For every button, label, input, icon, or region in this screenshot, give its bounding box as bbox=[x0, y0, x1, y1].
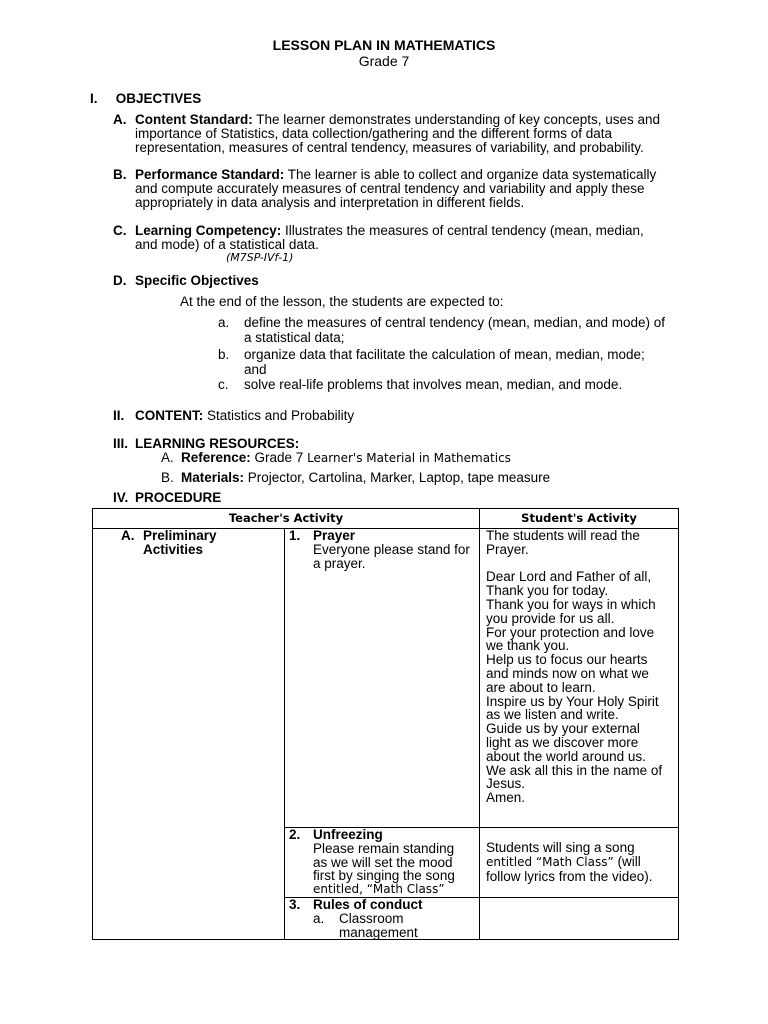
content-standard bbox=[113, 113, 660, 127]
section-number: III. bbox=[113, 436, 129, 451]
objective-item bbox=[218, 378, 622, 392]
row-label: A. bbox=[121, 528, 135, 543]
materials-item bbox=[161, 471, 550, 485]
teacher-text: as we will set the mood bbox=[313, 854, 453, 870]
item-label: D. bbox=[113, 273, 127, 288]
learning-competency bbox=[113, 224, 644, 238]
prayer-line: We ask all this in the name of bbox=[486, 762, 663, 778]
prayer-line: Thank you for today. bbox=[486, 583, 609, 599]
teacher-text: a prayer. bbox=[313, 555, 366, 571]
prayer-line: are about to learn. bbox=[486, 679, 596, 695]
performance-standard-line: and compute accurately measures of central tendency and variability and apply these bbox=[135, 181, 645, 196]
rules-student-cell bbox=[480, 898, 679, 940]
section-title: OBJECTIVES bbox=[115, 91, 202, 106]
student-text: (will bbox=[613, 853, 641, 869]
objective-label: b. bbox=[218, 347, 230, 362]
prayer-line: Help us to focus our hearts bbox=[486, 652, 648, 668]
teacher-text: first by singing the song bbox=[313, 868, 455, 884]
prayer-teacher-cell bbox=[285, 529, 480, 828]
item-text: Illustrates the measures of central tendency (mean, median, bbox=[281, 223, 644, 238]
prayer-line: Dear Lord and Father of all, bbox=[486, 569, 652, 585]
objective-item bbox=[218, 316, 665, 330]
objective-label: c. bbox=[218, 377, 229, 392]
row-title: Activities bbox=[143, 541, 204, 557]
performance-standard bbox=[113, 168, 656, 182]
objective-text: organize data that facilitate the calculation of mean, median, mode; bbox=[244, 347, 645, 362]
content-standard-line: importance of Statistics, data collection/gathering and the different forms of data bbox=[135, 126, 613, 141]
activity-title: Rules of conduct bbox=[313, 897, 423, 912]
student-text: Students will sing a song bbox=[486, 840, 635, 855]
item-label: B. bbox=[161, 470, 174, 485]
item-label: A. bbox=[161, 450, 174, 465]
prayer-line: light as we discover more bbox=[486, 734, 639, 750]
prayer-line: and minds now on what we bbox=[486, 665, 649, 681]
activity-title: Unfreezing bbox=[313, 827, 383, 842]
activity-title: Prayer bbox=[313, 528, 356, 543]
prayer-line: you provide for us all. bbox=[486, 610, 615, 626]
row-title: Preliminary bbox=[143, 528, 217, 543]
prayer-line: Thank you for ways in which bbox=[486, 596, 656, 612]
prayer-line: as we listen and write. bbox=[486, 707, 619, 723]
item-text: Grade 7 bbox=[250, 450, 308, 465]
reference-item bbox=[161, 451, 511, 465]
objective-text-line: and bbox=[244, 362, 267, 377]
prayer-student-cell bbox=[480, 529, 679, 828]
document-title: LESSON PLAN IN MATHEMATICS bbox=[272, 37, 496, 53]
table-row bbox=[93, 529, 679, 828]
item-title: Learning Competency: bbox=[135, 223, 282, 238]
prayer-line: For your protection and love bbox=[486, 624, 655, 640]
teacher-text: Everyone please stand for bbox=[313, 541, 470, 557]
unfreezing-student-cell bbox=[480, 828, 679, 898]
section-title: CONTENT: bbox=[135, 408, 204, 423]
prayer-line: Inspire us by Your Holy Spirit bbox=[486, 693, 659, 709]
activity-number: 1. bbox=[289, 528, 301, 543]
section-title: LEARNING RESOURCES: bbox=[135, 436, 300, 451]
prayer-line: Guide us by your external bbox=[486, 721, 640, 737]
sub-item-text: management bbox=[339, 924, 418, 940]
preliminary-activities-cell bbox=[93, 529, 285, 940]
item-text: Projector, Cartolina, Marker, Laptop, tape measure bbox=[244, 470, 551, 485]
activity-number: 3. bbox=[289, 897, 301, 912]
section-number: II. bbox=[113, 408, 125, 423]
section-title: PROCEDURE bbox=[135, 490, 222, 505]
prayer-line: Prayer. bbox=[486, 541, 529, 557]
item-text: Learner's Material in Mathematics bbox=[307, 451, 511, 465]
item-text: The learner demonstrates understanding of key concepts, uses and bbox=[252, 112, 660, 127]
document-subtitle: Grade 7 bbox=[358, 53, 410, 69]
objective-item bbox=[218, 348, 645, 362]
prayer-line: Jesus. bbox=[486, 776, 526, 792]
item-title: Reference: bbox=[181, 450, 251, 465]
student-text: follow lyrics from the video). bbox=[486, 868, 653, 884]
objective-text: solve real-life problems that involves mean, median, and mode. bbox=[244, 377, 623, 392]
teacher-text: Please remain standing bbox=[313, 840, 455, 856]
item-title: Performance Standard: bbox=[135, 167, 285, 182]
prayer-line: about the world around us. bbox=[486, 748, 646, 764]
section-resources-heading bbox=[113, 437, 299, 451]
item-label: A. bbox=[113, 112, 127, 127]
content-standard-line: representation, measures of central tendency, measures of variability, and probability. bbox=[135, 140, 644, 155]
prayer-line: we thank you. bbox=[486, 638, 570, 654]
student-text: entitled “Math Class” bbox=[486, 854, 614, 869]
item-title: Materials: bbox=[181, 470, 245, 485]
prayer-line bbox=[486, 557, 678, 571]
specific-objectives-heading bbox=[113, 274, 259, 288]
column-header-teacher: Teacher's Activity bbox=[93, 509, 480, 529]
objective-text: define the measures of central tendency (mean, median, and mode) of bbox=[244, 315, 665, 330]
prayer-line: Amen. bbox=[486, 790, 526, 806]
procedure-table bbox=[92, 508, 679, 940]
item-text: The learner is able to collect and organize data systematically bbox=[284, 167, 657, 182]
item-title: Specific Objectives bbox=[135, 273, 259, 288]
sub-item-label: a. bbox=[313, 910, 325, 926]
objective-label: a. bbox=[218, 315, 230, 330]
prayer-line: The students will read the bbox=[486, 528, 640, 543]
activity-number: 2. bbox=[289, 827, 301, 842]
competency-code: (M7SP-IVf-1) bbox=[226, 251, 294, 264]
learning-competency-line: and mode) of a statistical data. bbox=[135, 237, 319, 252]
section-value: Statistics and Probability bbox=[203, 408, 355, 423]
table-header-row bbox=[93, 509, 679, 529]
section-number: IV. bbox=[113, 490, 129, 505]
specific-objectives-intro: At the end of the lesson, the students are expected to: bbox=[180, 294, 504, 309]
column-header-student: Student's Activity bbox=[480, 509, 679, 529]
item-label: B. bbox=[113, 167, 127, 182]
rules-teacher-cell bbox=[285, 898, 480, 940]
teacher-text: entitled, “Math Class” bbox=[313, 882, 445, 897]
objective-text-line: a statistical data; bbox=[244, 330, 345, 345]
unfreezing-teacher-cell bbox=[285, 828, 480, 898]
section-number: I. bbox=[90, 91, 98, 106]
section-content bbox=[113, 409, 354, 423]
item-label: C. bbox=[113, 223, 127, 238]
section-procedure-heading bbox=[113, 491, 221, 505]
section-objectives-heading bbox=[90, 92, 201, 106]
sub-item-text: Classroom bbox=[339, 910, 404, 926]
performance-standard-line: appropriately in data analysis and interpretation in different fields. bbox=[135, 195, 525, 210]
item-title: Content Standard: bbox=[135, 112, 253, 127]
